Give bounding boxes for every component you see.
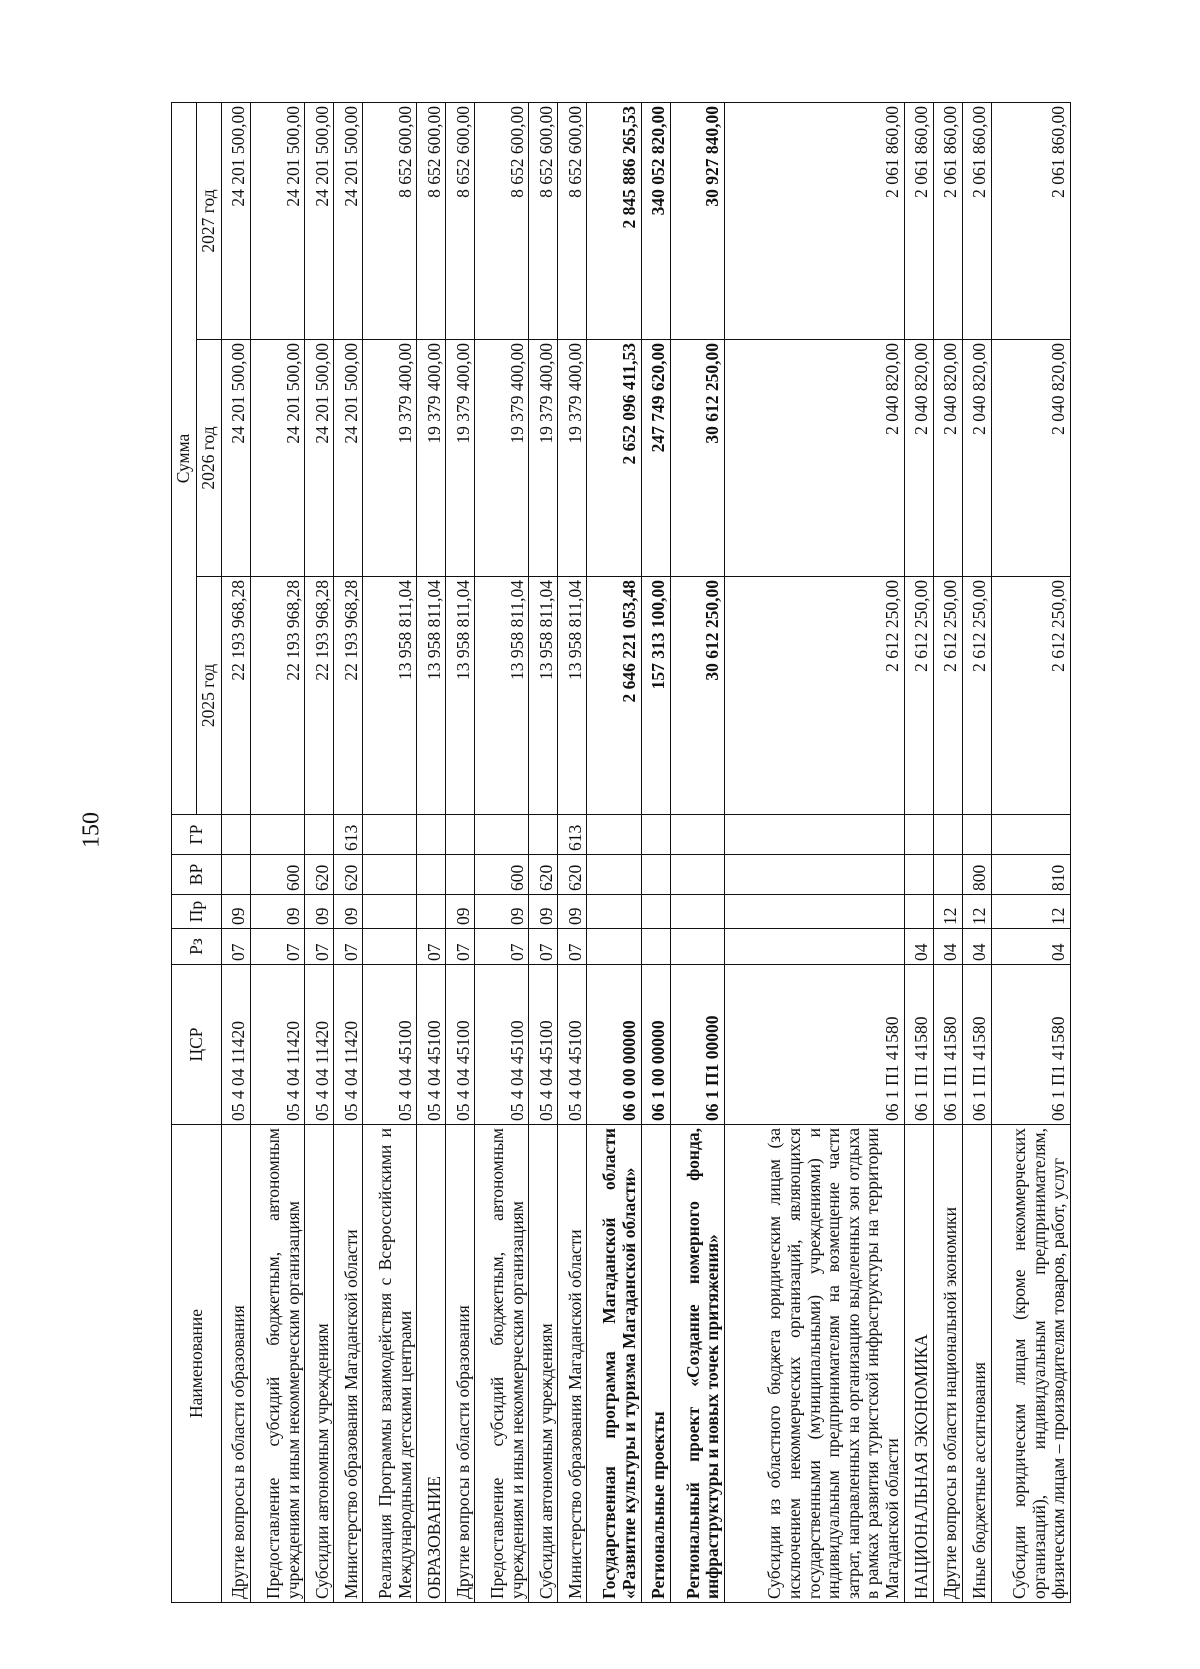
row-vr: 620: [529, 855, 558, 895]
row-amount-2026: 19 379 400,00: [363, 340, 417, 577]
row-amount-2027: 24 201 500,00: [334, 102, 363, 339]
row-gr: [363, 815, 417, 855]
row-amount-2027: 2 061 860,00: [904, 102, 933, 339]
row-amount-2025: 2 612 250,00: [991, 577, 1070, 815]
row-rz: 04: [933, 929, 962, 965]
row-csr: 06 1 П1 41580: [904, 965, 933, 1125]
budget-table-rotated: [171, 103, 1071, 1603]
row-rz: 07: [305, 929, 334, 965]
row-amount-2027: 8 652 600,00: [363, 102, 417, 339]
row-amount-2027: 2 061 860,00: [962, 102, 991, 339]
row-name: Предоставление субсидий бюджетным, автономным учреждениям и иным некоммерческим организациям: [475, 1125, 529, 1603]
row-amount-2026: 2 040 820,00: [962, 340, 991, 577]
row-amount-2027: 24 201 500,00: [251, 102, 305, 339]
table-row: [558, 102, 587, 1602]
row-name: Субсидии автономным учреждениям: [305, 1125, 334, 1603]
table-row: [641, 102, 670, 1602]
row-vr: [222, 855, 251, 895]
row-vr: [670, 855, 724, 895]
header-2025: 2025 год: [197, 577, 222, 815]
row-rz: 04: [962, 929, 991, 965]
row-rz: 07: [251, 929, 305, 965]
row-amount-2025: 2 612 250,00: [904, 577, 933, 815]
row-pr: 09: [334, 895, 363, 929]
row-amount-2025: 22 193 968,28: [222, 577, 251, 815]
row-csr: 06 1 П1 41580: [991, 965, 1070, 1125]
row-rz: 07: [446, 929, 475, 965]
table-row: [991, 102, 1070, 1602]
row-vr: [587, 855, 641, 895]
row-gr: [529, 815, 558, 855]
row-gr: [587, 815, 641, 855]
header-csr: ЦСР: [172, 965, 222, 1125]
row-amount-2027: 2 061 860,00: [933, 102, 962, 339]
row-amount-2025: 22 193 968,28: [305, 577, 334, 815]
row-vr: [904, 855, 933, 895]
row-vr: [363, 855, 417, 895]
row-name: Государственная программа Магаданской области «Развитие культуры и туризма Магаданской области»: [587, 1125, 641, 1603]
row-csr: 06 1 П1 41580: [962, 965, 991, 1125]
row-csr: 06 1 П1 41580: [933, 965, 962, 1125]
row-amount-2025: 13 958 811,04: [475, 577, 529, 815]
row-amount-2027: 8 652 600,00: [475, 102, 529, 339]
row-csr: 05 4 04 11420: [305, 965, 334, 1125]
row-amount-2026: 2 040 820,00: [933, 340, 962, 577]
row-csr: 05 4 04 45100: [529, 965, 558, 1125]
row-pr: 09: [251, 895, 305, 929]
row-amount-2025: 22 193 968,28: [334, 577, 363, 815]
row-gr: [904, 815, 933, 855]
row-amount-2027: 30 927 840,00: [670, 102, 724, 339]
row-csr: 05 4 04 45100: [558, 965, 587, 1125]
row-amount-2026: 2 040 820,00: [904, 340, 933, 577]
row-amount-2026: 19 379 400,00: [446, 340, 475, 577]
row-amount-2026: 2 652 096 411,53: [587, 340, 641, 577]
row-amount-2027: 2 061 860,00: [724, 102, 904, 339]
table-row: [334, 102, 363, 1602]
row-pr: [724, 895, 904, 929]
row-amount-2026: 2 040 820,00: [724, 340, 904, 577]
row-amount-2026: 30 612 250,00: [670, 340, 724, 577]
row-amount-2025: 13 958 811,04: [417, 577, 446, 815]
row-amount-2026: 24 201 500,00: [222, 340, 251, 577]
row-amount-2027: 24 201 500,00: [222, 102, 251, 339]
row-csr: 06 1 П1 00000: [670, 965, 724, 1125]
row-pr: 09: [529, 895, 558, 929]
row-csr: 05 4 04 11420: [334, 965, 363, 1125]
row-rz: 07: [558, 929, 587, 965]
row-rz: 07: [222, 929, 251, 965]
row-rz: 07: [334, 929, 363, 965]
row-pr: [641, 895, 670, 929]
row-pr: [904, 895, 933, 929]
row-pr: 12: [933, 895, 962, 929]
row-pr: 09: [475, 895, 529, 929]
row-amount-2025: 157 313 100,00: [641, 577, 670, 815]
row-csr: 05 4 04 45100: [446, 965, 475, 1125]
table-row: [446, 102, 475, 1602]
row-rz: [670, 929, 724, 965]
row-name: Министерство образования Магаданской области: [558, 1125, 587, 1603]
table-row: [962, 102, 991, 1602]
row-amount-2027: 8 652 600,00: [558, 102, 587, 339]
row-vr: [724, 855, 904, 895]
row-gr: [305, 815, 334, 855]
row-amount-2025: 2 646 221 053,48: [587, 577, 641, 815]
row-amount-2027: 2 845 886 265,53: [587, 102, 641, 339]
row-amount-2025: 2 612 250,00: [962, 577, 991, 815]
row-vr: [933, 855, 962, 895]
row-amount-2027: 2 061 860,00: [991, 102, 1070, 339]
row-name: Другие вопросы в области образования: [222, 1125, 251, 1603]
row-amount-2026: 24 201 500,00: [334, 340, 363, 577]
row-rz: 04: [904, 929, 933, 965]
table-row: [305, 102, 334, 1602]
row-vr: 800: [962, 855, 991, 895]
row-gr: [933, 815, 962, 855]
row-name: Региональные проекты: [641, 1125, 670, 1603]
table-row: [724, 102, 904, 1602]
row-pr: 09: [558, 895, 587, 929]
table-row: [222, 102, 251, 1602]
row-pr: 12: [991, 895, 1070, 929]
row-amount-2025: 2 612 250,00: [724, 577, 904, 815]
row-amount-2026: 24 201 500,00: [305, 340, 334, 577]
header-vr: ВР: [172, 855, 222, 895]
table-row: [251, 102, 305, 1602]
row-rz: [724, 929, 904, 965]
row-pr: 09: [446, 895, 475, 929]
row-amount-2026: 19 379 400,00: [529, 340, 558, 577]
header-name: Наименование: [172, 1125, 222, 1603]
header-2027: 2027 год: [197, 102, 222, 339]
row-pr: [670, 895, 724, 929]
row-pr: 09: [222, 895, 251, 929]
row-amount-2026: 2 040 820,00: [991, 340, 1070, 577]
row-csr: 05 4 04 11420: [251, 965, 305, 1125]
row-amount-2026: 19 379 400,00: [475, 340, 529, 577]
row-rz: [587, 929, 641, 965]
row-csr: 05 4 04 45100: [475, 965, 529, 1125]
table-row: [933, 102, 962, 1602]
row-name: Иные бюджетные ассигнования: [962, 1125, 991, 1603]
table-row: [363, 102, 417, 1602]
row-rz: 07: [529, 929, 558, 965]
row-name: Субсидии из областного бюджета юридическим лицам (за исключением некоммерческих организаций, являющихся государственными (муниципальными) учреждениями) и индивидуальным предпринимателям на возмещение части затрат, направленных на организацию выделенных зон отдыха в рамках развития туристской инфраструктуры на территории Магаданской области: [724, 1125, 904, 1603]
row-pr: [417, 895, 446, 929]
row-amount-2027: 8 652 600,00: [446, 102, 475, 339]
row-vr: [417, 855, 446, 895]
row-gr: [446, 815, 475, 855]
table-row: [587, 102, 641, 1602]
row-gr: [670, 815, 724, 855]
row-gr: [251, 815, 305, 855]
header-pr: Пр: [172, 895, 222, 929]
row-vr: [641, 855, 670, 895]
row-rz: 04: [991, 929, 1070, 965]
header-rz: Рз: [172, 929, 222, 965]
row-gr: 613: [334, 815, 363, 855]
row-rz: [363, 929, 417, 965]
row-rz: [641, 929, 670, 965]
row-gr: 613: [558, 815, 587, 855]
row-pr: 12: [962, 895, 991, 929]
row-amount-2027: 8 652 600,00: [417, 102, 446, 339]
row-name: Региональный проект «Создание номерного фонда, инфраструктуры и новых точек притяжения»: [670, 1125, 724, 1603]
row-gr: [222, 815, 251, 855]
row-amount-2026: 19 379 400,00: [558, 340, 587, 577]
row-csr: 05 4 04 45100: [363, 965, 417, 1125]
table-body: [222, 102, 1071, 1602]
row-amount-2025: 30 612 250,00: [670, 577, 724, 815]
row-csr: 06 0 00 00000: [587, 965, 641, 1125]
row-vr: 600: [475, 855, 529, 895]
row-vr: 620: [305, 855, 334, 895]
row-name: Предоставление субсидий бюджетным, автономным учреждениям и иным некоммерческим организациям: [251, 1125, 305, 1603]
row-gr: [641, 815, 670, 855]
row-rz: 07: [475, 929, 529, 965]
table-row: [670, 102, 724, 1602]
row-amount-2027: 340 052 820,00: [641, 102, 670, 339]
row-vr: [446, 855, 475, 895]
row-name: ОБРАЗОВАНИЕ: [417, 1125, 446, 1603]
row-vr: 620: [334, 855, 363, 895]
page-number: 150: [78, 812, 105, 848]
row-amount-2026: 24 201 500,00: [251, 340, 305, 577]
row-amount-2027: 24 201 500,00: [305, 102, 334, 339]
row-gr: [724, 815, 904, 855]
row-name: Другие вопросы в области национальной экономики: [933, 1125, 962, 1603]
header-2026: 2026 год: [197, 340, 222, 577]
row-amount-2025: 22 193 968,28: [251, 577, 305, 815]
row-amount-2025: 13 958 811,04: [446, 577, 475, 815]
table-row: [529, 102, 558, 1602]
row-gr: [962, 815, 991, 855]
row-amount-2025: 13 958 811,04: [558, 577, 587, 815]
row-gr: [991, 815, 1070, 855]
header-sum: Сумма: [172, 102, 197, 814]
row-csr: 05 4 04 45100: [417, 965, 446, 1125]
row-name: Субсидии юридическим лицам (кроме некоммерческих организаций), индивидуальным предпринимателям, физическим лицам – производителям товаров, работ, услуг: [991, 1125, 1070, 1603]
row-name: Министерство образования Магаданской области: [334, 1125, 363, 1603]
budget-table: [171, 102, 1071, 1603]
row-amount-2026: 19 379 400,00: [417, 340, 446, 577]
row-name: Реализация Программы взаимодействия с Всероссийскими и Международными детскими центрами: [363, 1125, 417, 1603]
row-amount-2025: 13 958 811,04: [363, 577, 417, 815]
table-row: [417, 102, 446, 1602]
row-vr: 600: [251, 855, 305, 895]
row-name: Субсидии автономным учреждениям: [529, 1125, 558, 1603]
table-row: [904, 102, 933, 1602]
row-amount-2025: 2 612 250,00: [933, 577, 962, 815]
row-amount-2027: 8 652 600,00: [529, 102, 558, 339]
row-name: НАЦИОНАЛЬНАЯ ЭКОНОМИКА: [904, 1125, 933, 1603]
row-csr: 06 1 П1 41580: [724, 965, 904, 1125]
row-pr: 09: [305, 895, 334, 929]
row-csr: 05 4 04 11420: [222, 965, 251, 1125]
row-gr: [417, 815, 446, 855]
row-amount-2026: 247 749 620,00: [641, 340, 670, 577]
row-vr: 810: [991, 855, 1070, 895]
row-vr: 620: [558, 855, 587, 895]
row-name: Другие вопросы в области образования: [446, 1125, 475, 1603]
row-gr: [475, 815, 529, 855]
row-csr: 06 1 00 00000: [641, 965, 670, 1125]
table-row: [475, 102, 529, 1602]
row-rz: 07: [417, 929, 446, 965]
row-pr: [363, 895, 417, 929]
header-gr: ГР: [172, 815, 222, 855]
row-amount-2025: 13 958 811,04: [529, 577, 558, 815]
row-pr: [587, 895, 641, 929]
